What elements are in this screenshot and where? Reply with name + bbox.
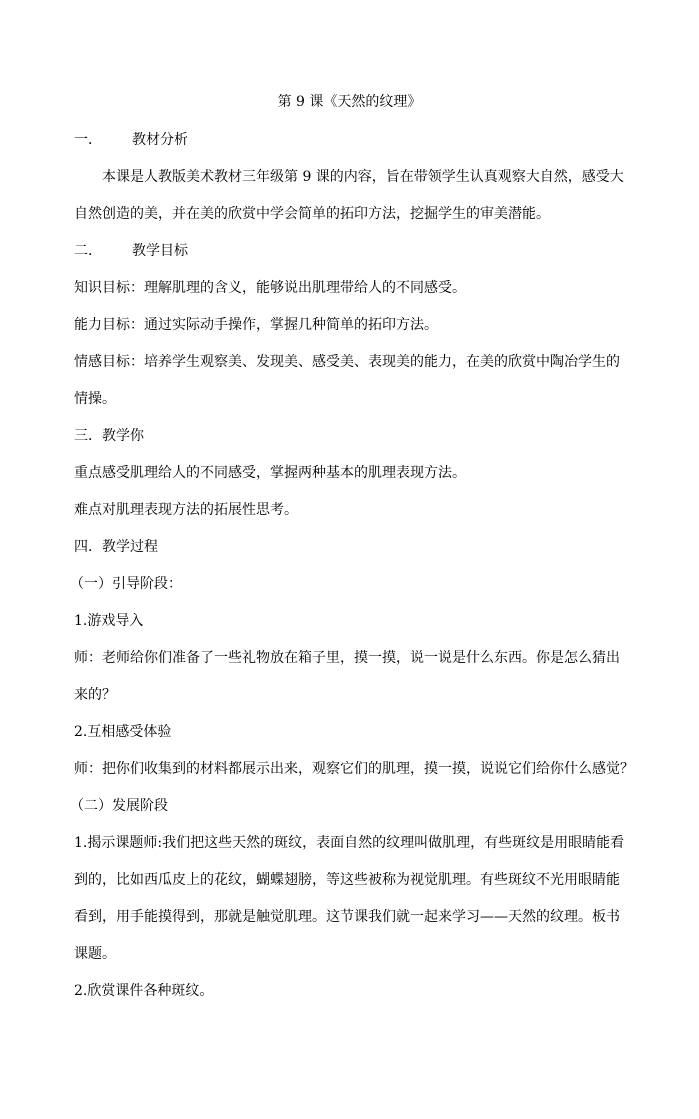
paragraph-line: 到的，比如西瓜皮上的花纹，蝴蝶翅膀，等这些被称为视觉肌理。有些斑纹不光用眼睛能 <box>74 872 620 888</box>
goal-emotion-line: 情感目标：培养学生观察美、发现美、感受美、表现美的能力，在美的欣赏中陶冶学生的 <box>74 354 620 370</box>
paragraph-line: 看到，用手能摸得到，那就是触觉肌理。这节课我们就一起来学习——天然的纹理。板书 <box>74 909 620 925</box>
section-heading-teaching-process: 四．教学过程 <box>74 539 158 555</box>
goal-knowledge: 知识目标：理解肌理的含义，能够说出肌理带给人的不同感受。 <box>74 280 466 296</box>
goal-ability: 能力目标：通过实际动手操作，掌握几种简单的拓印方法。 <box>74 317 438 333</box>
section-heading-teaching-focus: 三．教学你 <box>74 428 144 444</box>
section-number: 二． <box>74 243 102 259</box>
section-heading-teaching-goals <box>74 241 188 261</box>
paragraph-line: 师：把你们收集到的材料都展示出来，观察它们的肌理，摸一摸，说说它们给你什么感觉？ <box>74 761 634 777</box>
section-label: 教学目标 <box>132 243 188 259</box>
step-title: 2.互相感受体验 <box>74 724 172 740</box>
key-point: 重点感受肌理给人的不同感受，掌握两种基本的肌理表现方法。 <box>74 465 466 481</box>
section-number: 一． <box>74 132 102 148</box>
section-heading-textbook-analysis <box>74 130 188 150</box>
paragraph-line: 来的？ <box>74 687 116 703</box>
step-title: 1.游戏导入 <box>74 613 144 629</box>
difficulty: 难点对肌理表现方法的拓展性思考。 <box>74 502 298 518</box>
step-title: 2.欣赏课件各种斑纹。 <box>74 983 214 999</box>
paragraph-line: 自然创造的美，并在美的欣赏中学会简单的拓印方法，挖掘学生的审美潜能。 <box>74 206 550 222</box>
paragraph-line: 1.揭示课题师:我们把这些天然的斑纹，表面自然的纹理叫做肌理，有些斑纹是用眼睛能看 <box>74 835 625 851</box>
paragraph-line: 本课是人教版美术教材三年级第 9 课的内容，旨在带领学生认真观察大自然，感受大 <box>102 169 624 185</box>
paragraph-line: 师：老师给你们准备了一些礼物放在箱子里，摸一摸，说一说是什么东西。你是怎么猜出 <box>74 650 620 666</box>
document-title: 第 9 课《天然的纹理》 <box>277 94 422 110</box>
stage-title: （一）引导阶段： <box>70 576 182 592</box>
stage-title: （二）发展阶段 <box>70 798 168 814</box>
goal-emotion-line: 情操。 <box>74 391 116 407</box>
paragraph-line: 课题。 <box>74 946 116 962</box>
section-label: 教材分析 <box>132 132 188 148</box>
